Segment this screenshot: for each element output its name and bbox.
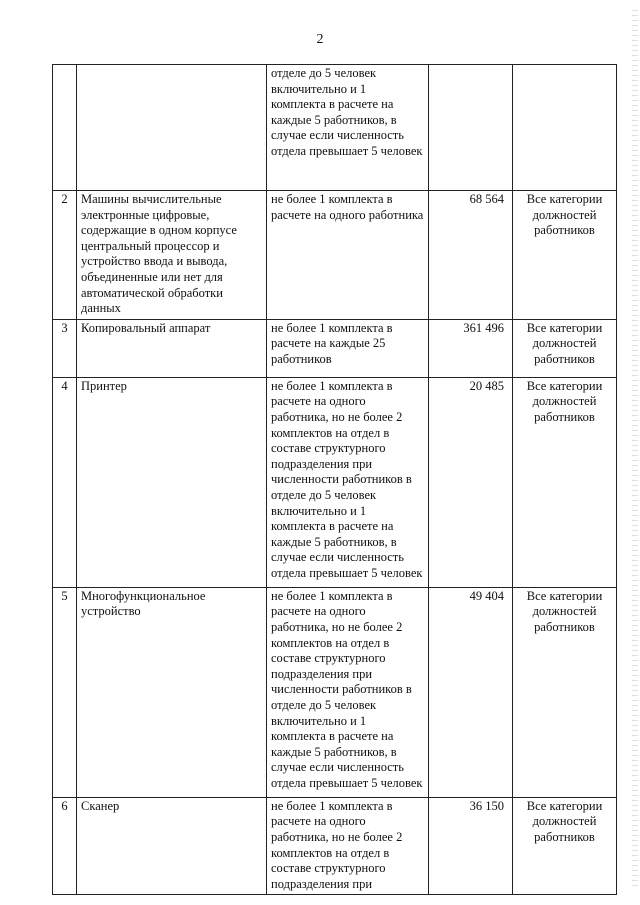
row-number: 2: [53, 191, 77, 320]
price-cell: 361 496: [429, 319, 513, 377]
staff-category: [513, 65, 617, 191]
table-row: [53, 65, 617, 191]
quantity-norm: не более 1 комплекта в расчете на каждые 25 работников: [267, 319, 429, 377]
table-row: [53, 797, 617, 895]
table-row: [53, 587, 617, 797]
staff-category: Все категории должностей работников: [513, 377, 617, 587]
equipment-name: Многофункциональное устройство: [77, 587, 267, 797]
row-number: 5: [53, 587, 77, 797]
equipment-name: Машины вычислительные электронные цифровые, содержащие в одном корпусе центральный процессор и устройство ввода и вывода, объединенные или нет для автоматической обработки данных: [77, 191, 267, 320]
row-number: 6: [53, 797, 77, 895]
price-cell: [429, 65, 513, 191]
price-cell: 49 404: [429, 587, 513, 797]
equipment-name: Сканер: [77, 797, 267, 895]
equipment-name: [77, 65, 267, 191]
staff-category: Все категории должностей работников: [513, 797, 617, 895]
table-row: [53, 377, 617, 587]
price-cell: 36 150: [429, 797, 513, 895]
quantity-norm: отделе до 5 человек включительно и 1 комплекта в расчете на каждые 5 работников, в случае если численность отдела превышает 5 человек: [267, 65, 429, 191]
staff-category: Все категории должностей работников: [513, 587, 617, 797]
row-number: 4: [53, 377, 77, 587]
table-row: [53, 319, 617, 377]
scan-edge-marks: [632, 10, 638, 890]
equipment-norms-table: [52, 64, 617, 895]
price-cell: 20 485: [429, 377, 513, 587]
equipment-name: Принтер: [77, 377, 267, 587]
quantity-norm: не более 1 комплекта в расчете на одного работника: [267, 191, 429, 320]
staff-category: Все категории должностей работников: [513, 319, 617, 377]
quantity-norm: не более 1 комплекта в расчете на одного работника, но не более 2 комплектов на отдел в составе структурного подразделения при: [267, 797, 429, 895]
row-number: [53, 65, 77, 191]
row-number: 3: [53, 319, 77, 377]
quantity-norm: не более 1 комплекта в расчете на одного работника, но не более 2 комплектов на отдел в составе структурного подразделения при численности работников в отделе до 5 человек включительно и 1 комплекта в расчете на каждые 5 работников, в случае если численность отдела превышает 5 человек: [267, 587, 429, 797]
equipment-name: Копировальный аппарат: [77, 319, 267, 377]
quantity-norm: не более 1 комплекта в расчете на одного работника, но не более 2 комплектов на отдел в составе структурного подразделения при численности работников в отделе до 5 человек включительно и 1 комплекта в расчете на каждые 5 работников, в случае если численность отдела превышает 5 человек: [267, 377, 429, 587]
table-row: [53, 191, 617, 320]
price-cell: 68 564: [429, 191, 513, 320]
page-number: 2: [316, 32, 324, 47]
staff-category: Все категории должностей работников: [513, 191, 617, 320]
